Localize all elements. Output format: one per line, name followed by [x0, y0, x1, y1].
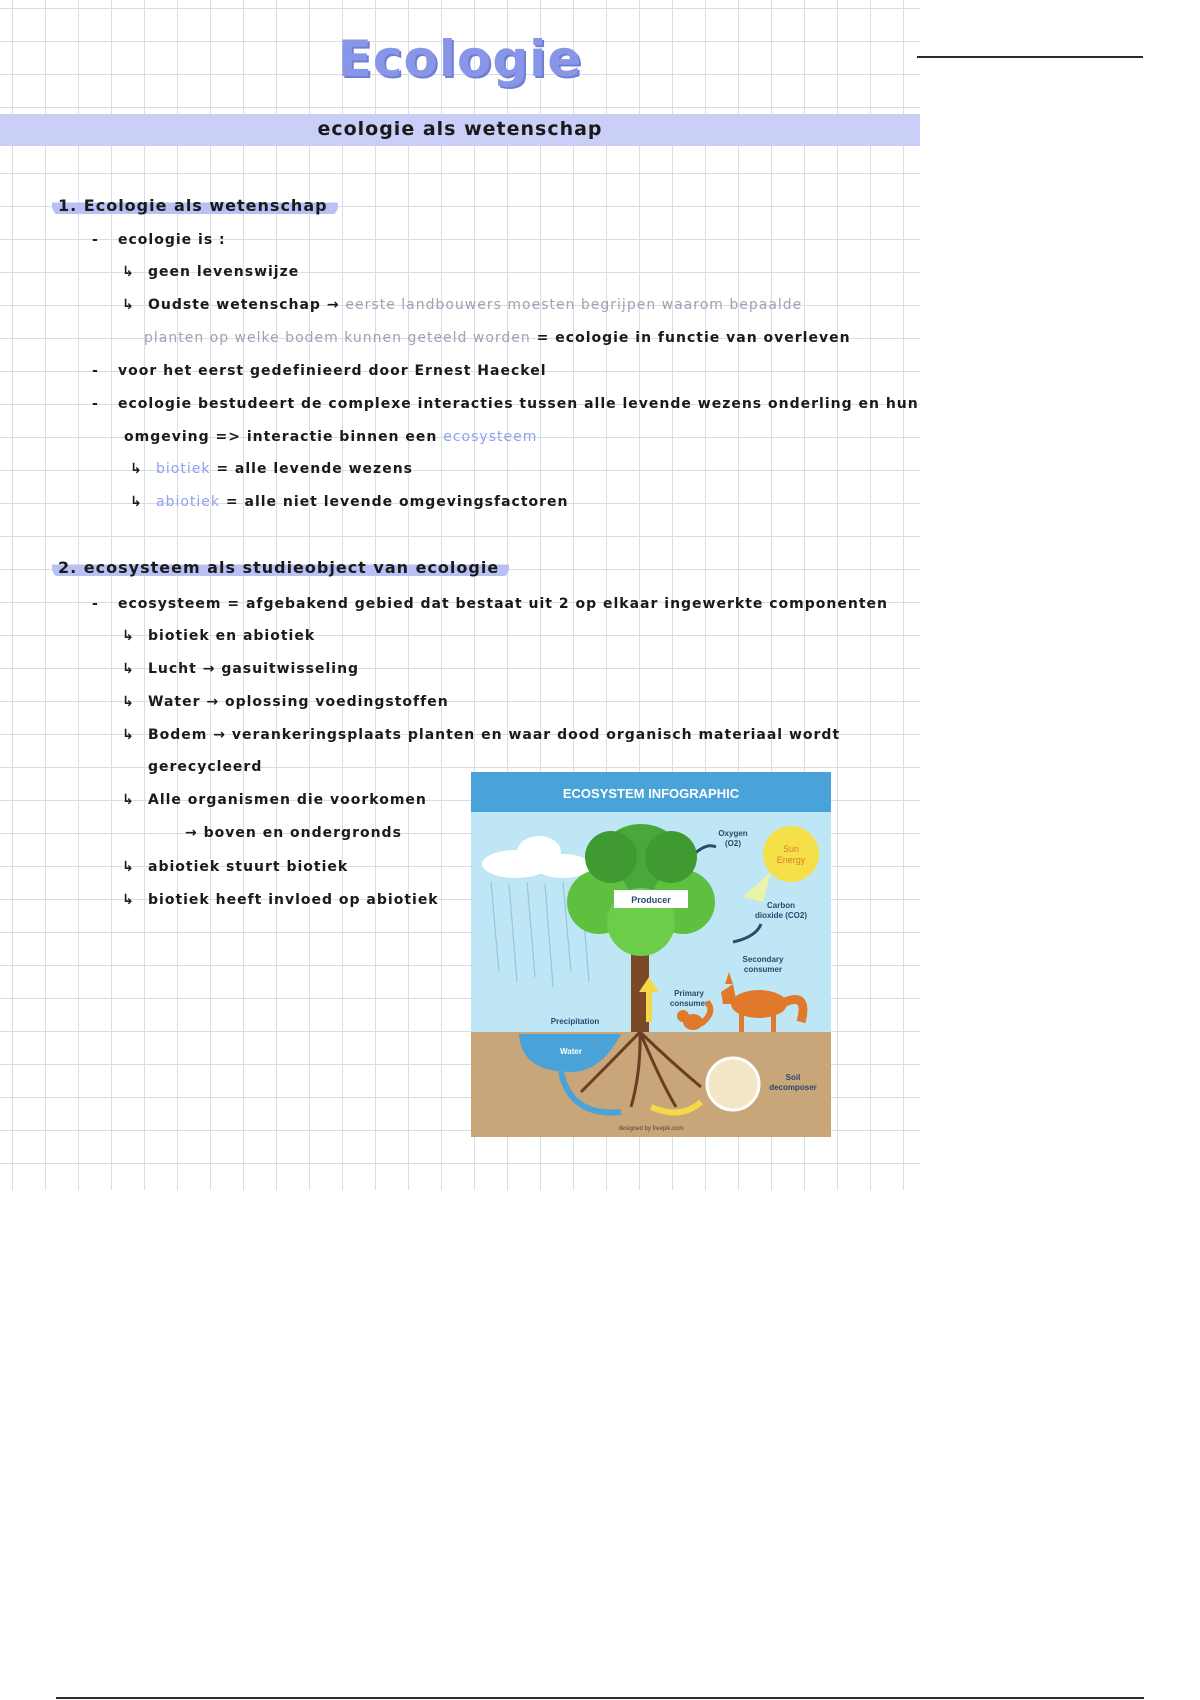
omgeving-bold-text: omgeving => interactie binnen een	[124, 429, 438, 445]
sun-label: Sun	[782, 844, 800, 854]
biotiek-text: = alle levende wezens	[216, 461, 413, 477]
abiotiek-blue-text: abiotiek	[156, 494, 221, 510]
page-subtitle: ecologie als wetenschap	[317, 118, 603, 140]
arrow-mark: ↳	[122, 727, 135, 743]
dioxide-label: dioxide (CO2)	[754, 911, 808, 920]
precipitation-label: Precipitation	[550, 1017, 600, 1026]
water-label: Water	[560, 1047, 582, 1056]
list-item-abiotiek	[130, 494, 569, 510]
list-item-biotiek-invloed	[122, 892, 439, 908]
list-item-biotiek-abiotiek	[122, 628, 315, 644]
geen-text: geen levenswijze	[148, 264, 300, 280]
list-item-abiotiek-stuurt	[122, 859, 348, 875]
haeckel-text: voor het eerst gedefinieerd door Ernest Haeckel	[118, 363, 547, 379]
bottom-rule-line	[56, 1697, 1144, 1699]
dash-mark: -	[92, 232, 99, 248]
dash-mark: -	[92, 363, 99, 379]
list-item-oudste	[122, 297, 802, 313]
arrow-mark: ↳	[130, 461, 143, 477]
arrow-mark: ↳	[122, 892, 135, 908]
oudste-bold-text: Oudste wetenschap	[148, 297, 321, 313]
list-item-biotiek	[130, 461, 413, 477]
list-item-planten	[144, 330, 851, 346]
decomposer-circle	[707, 1058, 759, 1110]
arrow-mark: ↳	[122, 859, 135, 875]
oudste-muted-text: eerste landbouwers moesten begrijpen waarom bepaalde	[345, 297, 803, 313]
bodem-text: Bodem → verankeringsplaats planten en waar dood organisch materiaal wordt	[148, 727, 841, 743]
organismen-text: Alle organismen die voorkomen	[148, 792, 427, 808]
arrow-mark: ↳	[122, 694, 135, 710]
water-text: Water → oplossing voedingstoffen	[148, 694, 449, 710]
arrow-mark: ↳	[122, 297, 135, 313]
list-item-lucht	[122, 661, 359, 677]
soil-label: Soil	[785, 1073, 801, 1082]
ecosystem-infographic-image	[471, 772, 831, 1137]
definition-label: ecologie is :	[118, 232, 226, 248]
section-2-heading: 2. ecosysteem als studieobject van ecologie	[52, 557, 509, 578]
biotiek-blue-text: biotiek	[156, 461, 211, 477]
arrow-mark: ↳	[130, 494, 143, 510]
boven-text: → boven en ondergronds	[185, 825, 402, 841]
planten-bold-text: = ecologie in functie van overleven	[536, 330, 851, 346]
definitie-text: ecosysteem = afgebakend gebied dat bestaat uit 2 op elkaar ingewerkte componenten	[118, 596, 888, 612]
secondary-label: Secondary	[742, 955, 784, 964]
list-item-water	[122, 694, 449, 710]
list-item-omgeving	[124, 429, 537, 445]
dash-mark: -	[92, 396, 99, 412]
dash-mark: -	[92, 596, 99, 612]
ecosysteem-blue-text: ecosysteem	[443, 429, 538, 445]
list-item-ecosysteem-definitie	[92, 596, 888, 612]
planten-muted-text: planten op welke bodem kunnen geteeld worden	[144, 330, 531, 346]
producer-label: Producer	[631, 895, 671, 905]
arrow-mark: ↳	[122, 628, 135, 644]
list-item-bestudeert	[92, 396, 919, 412]
arrow-mark: ↳	[122, 792, 135, 808]
gerecycleerd-text: gerecycleerd	[148, 759, 263, 775]
list-item-organismen	[122, 792, 427, 808]
section-1-heading: 1. Ecologie als wetenschap	[52, 195, 338, 216]
list-item-gerecycleerd	[148, 759, 262, 775]
infographic-title: ECOSYSTEM INFOGRAPHIC	[562, 786, 740, 801]
list-item-definition	[92, 232, 226, 248]
abiotiek-stuurt-text: abiotiek stuurt biotiek	[148, 859, 349, 875]
list-item-boven	[185, 825, 402, 841]
list-item-haeckel	[92, 363, 547, 379]
secondary-consumer-label: consumer	[743, 965, 783, 974]
oxygen-formula-label: (O2)	[725, 839, 741, 848]
energy-label: Energy	[776, 855, 806, 865]
bestudeert-text: ecologie bestudeert de complexe interacties tussen alle levende wezens onderling en hun	[118, 396, 919, 412]
oxygen-label: Oxygen	[718, 829, 748, 838]
list-item-geen	[122, 264, 299, 280]
oudste-arrow: →	[326, 297, 340, 313]
primary-label: Primary	[674, 989, 704, 998]
biotiek-abiotiek-text: biotiek en abiotiek	[148, 628, 316, 644]
list-item-bodem	[122, 727, 840, 743]
top-rule-line	[917, 56, 1143, 58]
carbon-label: Carbon	[767, 901, 795, 910]
arrow-mark: ↳	[122, 264, 135, 280]
biotiek-invloed-text: biotiek heeft invloed op abiotiek	[148, 892, 439, 908]
decomposer-label: decomposer	[769, 1083, 817, 1092]
arrow-mark: ↳	[122, 661, 135, 677]
sun-icon	[763, 826, 819, 882]
primary-consumer-label: consumer	[669, 999, 709, 1008]
abiotiek-text: = alle niet levende omgevingsfactoren	[225, 494, 569, 510]
page-title: Ecologie	[337, 30, 583, 88]
lucht-text: Lucht → gasuitwisseling	[148, 661, 360, 677]
credit-label: designed by freepik.com	[618, 1126, 684, 1132]
